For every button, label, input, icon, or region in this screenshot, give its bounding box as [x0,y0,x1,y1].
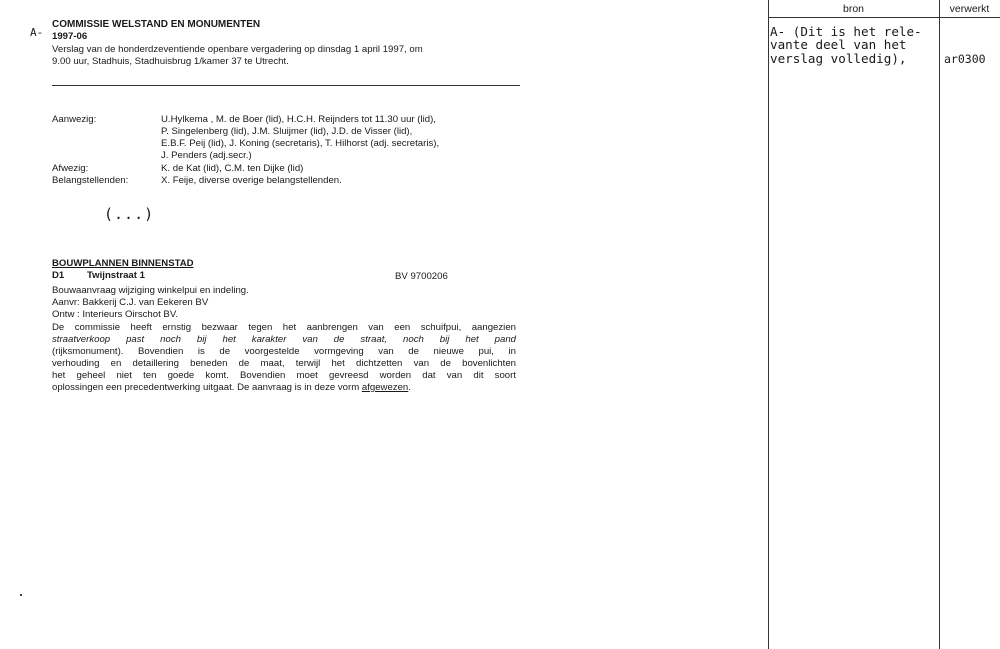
section-line: Bouwaanvraag wijziging winkelpui en indeling. [52,285,249,296]
present-line: E.B.F. Peij (lid), J. Koning (secretaris), T. Hilhorst (adj. secretaris), [161,138,440,149]
section-line: Ontw : Interieurs Oirschot BV. [52,309,179,320]
paragraph-last-line [52,382,411,393]
stakeholders-label: Belangstellenden: [52,175,129,186]
header-rule [52,85,520,86]
absent-text: K. de Kat (lid), C.M. ten Dijke (lid) [161,163,304,174]
paragraph-line: De commissie heeft ernstig bezwaar tegen het aanbrengen van een schuifpui, aangezien [52,322,516,333]
document-title: COMMISSIE WELSTAND EN MONUMENTEN [52,19,261,30]
margin-table-column-divider [939,0,940,649]
source-note-line: verslag volledig), [770,51,907,66]
paragraph-line: het geheel niet ten goede komt. Bovendien moet gevreesd worden dat van dit soort [52,370,516,381]
present-line: J. Penders (adj.secr.) [161,150,252,161]
meeting-number: 1997-06 [52,31,88,42]
processed-value: ar0300 [944,52,986,66]
item-code: D1 [52,270,65,281]
header-processed: verwerkt [949,3,990,15]
stakeholders-text: X. Feije, diverse overige belangstellenden. [161,175,342,186]
section-line: Aanvr: Bakkerij C.J. van Eekeren BV [52,297,209,308]
present-label: Aanwezig: [52,114,97,125]
header-source: bron [842,3,864,15]
item-address: Twijnstraat 1 [87,270,145,281]
subtitle-line: 9.00 uur, Stadhuis, Stadhuisbrug 1/kamer 37 te Utrecht. [52,56,289,67]
subtitle-line: Verslag van de honderdzeventiende openbare vergadering op dinsdag 1 april 1997, om [52,44,423,55]
present-line: P. Singelenberg (lid), J.M. Sluijmer (lid), J.D. de Visser (lid), [161,126,413,137]
source-note-line: vante deel van het [770,37,907,52]
marker-a: A- [30,26,44,39]
paragraph-line: (rijksmonument). Bovendien is de voorgestelde vormgeving van de nieuwe pui, in [52,346,516,357]
present-line: U.Hylkema , M. de Boer (lid), H.C.H. Reijnders tot 11.30 uur (lid), [161,114,436,125]
paragraph-line: verhouding en detaillering beneden de maat, terwijl het dichtzetten van de bovenlichten [52,358,516,369]
margin-table-left-border [768,0,769,649]
section-heading: BOUWPLANNEN BINNENSTAD [52,258,194,269]
paragraph-last-text: oplossingen een precedentwerking uitgaat. De aanvraag is in deze vorm [52,382,362,393]
paragraph-period: . [408,382,411,393]
source-note-line: A- (Dit is het rele- [770,24,922,39]
item-reference: BV 9700206 [395,271,448,282]
absent-label: Afwezig: [52,163,89,174]
decision-word: afgewezen [361,382,409,393]
ellipsis: (...) [104,205,155,223]
paragraph-line: straatverkoop past noch bij het karakter van de straat, noch bij het pand [52,334,516,345]
scan-speck [20,594,22,596]
margin-table-header-rule [768,17,1000,18]
